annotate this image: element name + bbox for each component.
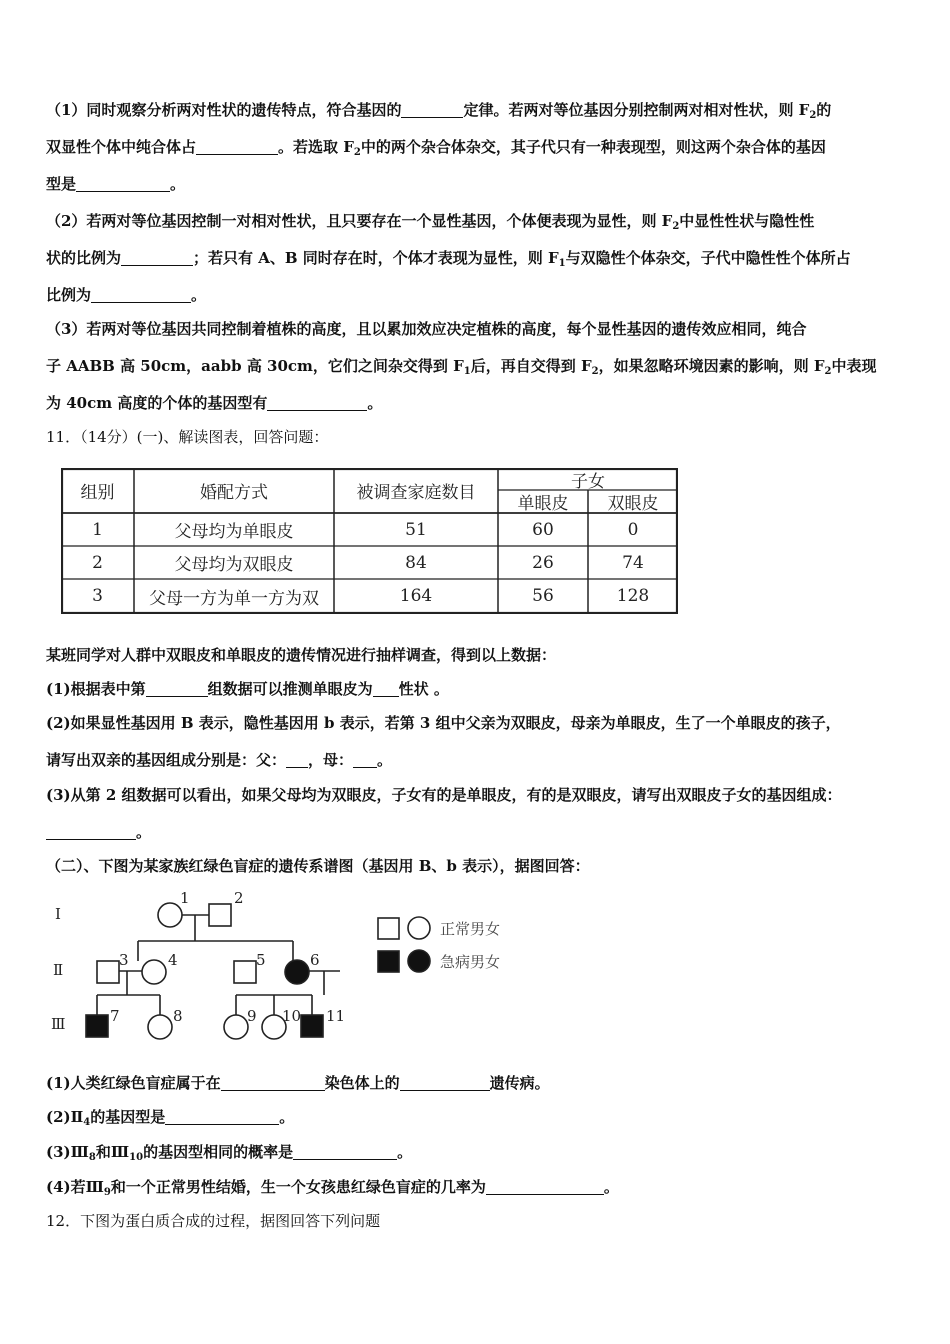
table-cell-group: 3 bbox=[92, 586, 103, 606]
legend-affected-label: 急病男女 bbox=[440, 953, 501, 971]
answer-blank[interactable] bbox=[353, 752, 377, 768]
answer-blank[interactable] bbox=[400, 1075, 490, 1091]
individual-6-female-affected bbox=[285, 960, 309, 984]
q10-p3-text: 后，再自交得到 F bbox=[470, 357, 592, 375]
answer-blank[interactable] bbox=[196, 139, 278, 155]
generation-label: Ⅰ bbox=[55, 905, 61, 923]
legend-normal-label: 正常男女 bbox=[440, 920, 501, 938]
q11-s2-text: 请写出双亲的基因组成分别是：父： bbox=[46, 751, 287, 769]
q11-pedigree-q4 bbox=[46, 1169, 906, 1206]
q10-p3-text: 。 bbox=[367, 394, 383, 412]
q10-p2-text: 状的比例为 bbox=[46, 249, 122, 267]
q10-p3-text: ，如果忽略环境因素的影响，则 F bbox=[598, 357, 825, 375]
table-cell-mating: 父母一方为单一方为双 bbox=[149, 588, 319, 609]
table-header-single: 单眼皮 bbox=[517, 494, 569, 514]
q11-s3-text: 。 bbox=[136, 823, 152, 841]
subscript: 2 bbox=[809, 110, 817, 121]
answer-blank[interactable] bbox=[76, 176, 170, 192]
subscript: 1 bbox=[463, 366, 471, 377]
q11-intro: 某班同学对人群中双眼皮和单眼皮的遗传情况进行抽样调查，得到以上数据： bbox=[46, 646, 557, 664]
generation-label: Ⅱ bbox=[53, 961, 64, 979]
individual-7-male-affected bbox=[86, 1015, 108, 1037]
q11-s1-text: 组数据可以推测单眼皮为 bbox=[207, 680, 373, 698]
table-cell-single: 56 bbox=[532, 586, 554, 606]
individual-number: 1 bbox=[180, 889, 190, 907]
q11-t2-text: (2)Ⅱ bbox=[46, 1108, 84, 1126]
answer-blank[interactable] bbox=[293, 1144, 397, 1160]
table-header-double: 双眼皮 bbox=[607, 494, 659, 514]
q10-p1-text: 型是 bbox=[46, 175, 77, 193]
q10-p2-text: ；若只有 A、B 同时存在时，个体才表现为显性，则 F bbox=[193, 249, 559, 267]
q11-s2-text: (2)如果显性基因用 B 表示，隐性基因用 b 表示，若第 3 组中父亲为双眼皮，母亲为单眼皮，生了一个单眼皮的孩子， bbox=[46, 714, 841, 732]
q11-t3-text: (3)Ⅲ bbox=[46, 1143, 89, 1161]
individual-number: 4 bbox=[168, 951, 178, 969]
q10-p1-text: 中的两个杂合体杂交，其子代只有一种表现型，则这两个杂合体的基因 bbox=[360, 138, 826, 156]
individual-number: 8 bbox=[173, 1007, 183, 1025]
q11-part2-heading: （二）、下图为某家族红绿色盲症的遗传系谱图（基因用 B、b 表示），据图回答： bbox=[46, 857, 590, 875]
q11-item1 bbox=[46, 671, 906, 708]
individual-number: 2 bbox=[234, 889, 244, 907]
q11-t3-text: 。 bbox=[397, 1143, 413, 1161]
q11-t3-text: 和Ⅲ bbox=[95, 1143, 130, 1161]
q11-s2-text: ，母： bbox=[308, 751, 354, 769]
individual-number: 7 bbox=[110, 1007, 120, 1025]
individual-number: 10 bbox=[282, 1007, 302, 1025]
q10-part2 bbox=[46, 203, 906, 314]
subscript: 2 bbox=[353, 147, 361, 158]
individual-11-male-affected bbox=[301, 1015, 323, 1037]
q10-p2-text: （2）若两对等位基因控制一对相对性状，且只要存在一个显性基因，个体便表现为显性，则 F bbox=[46, 212, 673, 230]
q11-s2-text: 。 bbox=[377, 751, 393, 769]
answer-blank[interactable] bbox=[486, 1179, 604, 1195]
individual-9-female-normal bbox=[224, 1015, 248, 1039]
subscript: 4 bbox=[83, 1117, 91, 1128]
legend-normal-female-icon bbox=[408, 917, 430, 939]
q11-s3-text: (3)从第 2 组数据可以看出，如果父母均为双眼皮，子女有的是单眼皮，有的是双眼皮，请写出双眼皮子女的基因组成： bbox=[46, 786, 842, 804]
answer-blank[interactable] bbox=[91, 287, 191, 303]
q10-p3-text: 子 AABB 高 50cm，aabb 高 30cm，它们之间杂交得到 F bbox=[46, 357, 464, 375]
legend-affected-male-icon bbox=[378, 951, 399, 972]
q11-t2-text: 的基因型是 bbox=[90, 1108, 166, 1126]
generation-label: Ⅲ bbox=[51, 1015, 66, 1033]
q10-p2-text: 与双隐性个体杂交，子代中隐性性个体所占 bbox=[565, 249, 851, 267]
q11-t1-text: (1)人类红绿色盲症属于在 bbox=[46, 1074, 221, 1092]
q10-p2-text: 中显性性状与隐性性 bbox=[679, 212, 815, 230]
subscript: 2 bbox=[591, 366, 599, 377]
q10-p1-text: （1）同时观察分析两对性状的遗传特点，符合基因的 bbox=[46, 101, 402, 119]
q11-pedigree-q1 bbox=[46, 1065, 906, 1102]
pedigree-symbols bbox=[48, 885, 668, 1045]
subscript: 1 bbox=[558, 258, 566, 269]
q11-t1-text: 染色体上的 bbox=[324, 1074, 400, 1092]
individual-2-male-normal bbox=[209, 904, 231, 926]
q10-p1-text: 。若选取 F bbox=[278, 138, 354, 156]
table-header-group: 组别 bbox=[80, 483, 115, 503]
table-cell-double: 74 bbox=[622, 552, 644, 573]
q11-s1-text: 性状 。 bbox=[398, 680, 449, 698]
q12-heading: 12．下图为蛋白质合成的过程，据图回答下列问题 bbox=[46, 1212, 381, 1230]
individual-number: 3 bbox=[119, 951, 129, 969]
answer-blank[interactable] bbox=[46, 824, 136, 840]
q10-p3-text: （3）若两对等位基因共同控制着植株的高度，且以累加效应决定植株的高度，每个显性基因的遗传效应相同，纯合 bbox=[46, 320, 807, 338]
answer-blank[interactable] bbox=[165, 1109, 279, 1125]
individual-number: 11 bbox=[326, 1007, 346, 1025]
table-cell-families: 164 bbox=[399, 586, 433, 606]
pedigree-chart bbox=[48, 885, 668, 1045]
table-cell-group: 2 bbox=[92, 552, 103, 573]
answer-blank[interactable] bbox=[401, 102, 463, 118]
individual-4-female-normal bbox=[142, 960, 166, 984]
table-header-mating: 婚配方式 bbox=[200, 483, 268, 503]
answer-blank[interactable] bbox=[286, 752, 308, 768]
q10-part3 bbox=[46, 311, 906, 422]
q11-t1-text: 遗传病。 bbox=[489, 1074, 550, 1092]
q11-pedigree-q3 bbox=[46, 1134, 906, 1171]
q10-p3-text: 中表现 bbox=[831, 357, 877, 375]
table-header-children: 子女 bbox=[571, 471, 605, 492]
q11-item3 bbox=[46, 777, 906, 851]
table-cell-mating: 父母均为双眼皮 bbox=[174, 555, 294, 575]
legend-normal-male-icon bbox=[378, 918, 399, 939]
q10-p1-text: 。 bbox=[170, 175, 186, 193]
q11-pedigree-q2 bbox=[46, 1099, 906, 1136]
individual-number: 9 bbox=[247, 1007, 257, 1025]
q11-item2 bbox=[46, 705, 906, 779]
subscript: 8 bbox=[88, 1152, 96, 1163]
q11-t4-text: 和一个正常男性结婚，生一个女孩患红绿色盲症的几率为 bbox=[110, 1178, 486, 1196]
q10-p2-text: 。 bbox=[191, 286, 207, 304]
individual-3-male-normal bbox=[97, 961, 119, 983]
table-cell-single: 26 bbox=[532, 552, 554, 573]
q10-p1-text: 定律。若两对等位基因分别控制两对相对性状，则 F bbox=[463, 101, 810, 119]
q11-heading: 11．（14分）(一)、解读图表，回答问题： bbox=[46, 428, 329, 446]
answer-blank[interactable] bbox=[221, 1075, 325, 1091]
survey-table bbox=[61, 468, 678, 614]
subscript: 10 bbox=[129, 1152, 144, 1163]
q10-p2-text: 比例为 bbox=[46, 286, 92, 304]
answer-blank[interactable] bbox=[146, 681, 208, 697]
subscript: 2 bbox=[824, 366, 832, 377]
q11-t4-text: (4)若Ⅲ bbox=[46, 1178, 104, 1196]
table-cell-mating: 父母均为单眼皮 bbox=[174, 522, 294, 542]
table-cell-families: 84 bbox=[405, 552, 427, 573]
q10-part1 bbox=[46, 92, 906, 203]
q11-s1-text: (1)根据表中第 bbox=[46, 680, 146, 698]
subscript: 9 bbox=[103, 1187, 111, 1198]
q10-p1-text: 双显性个体中纯合体占 bbox=[46, 138, 197, 156]
table-cell-families: 51 bbox=[405, 519, 427, 540]
q10-p1-text: 的 bbox=[816, 101, 832, 119]
q11-t2-text: 。 bbox=[279, 1108, 295, 1126]
individual-number: 6 bbox=[310, 951, 320, 969]
individual-5-male-normal bbox=[234, 961, 256, 983]
subscript: 2 bbox=[672, 221, 680, 232]
individual-1-female-normal bbox=[158, 903, 182, 927]
table-cell-group: 1 bbox=[92, 519, 103, 540]
individual-number: 5 bbox=[256, 951, 266, 969]
answer-blank[interactable] bbox=[373, 681, 399, 697]
individual-8-female-normal bbox=[148, 1015, 172, 1039]
q11-t4-text: 。 bbox=[603, 1178, 619, 1196]
answer-blank[interactable] bbox=[121, 250, 193, 266]
table-header-families: 被调查家庭数目 bbox=[356, 483, 476, 503]
legend-affected-female-icon bbox=[408, 950, 430, 972]
q10-p3-text: 为 40cm 高度的个体的基因型有 bbox=[46, 394, 268, 412]
q11-t3-text: 的基因型相同的概率是 bbox=[143, 1143, 294, 1161]
table-cell-double: 0 bbox=[627, 519, 639, 540]
table-cell-single: 60 bbox=[532, 519, 554, 540]
table-cell-double: 128 bbox=[616, 586, 650, 606]
answer-blank[interactable] bbox=[267, 395, 367, 411]
